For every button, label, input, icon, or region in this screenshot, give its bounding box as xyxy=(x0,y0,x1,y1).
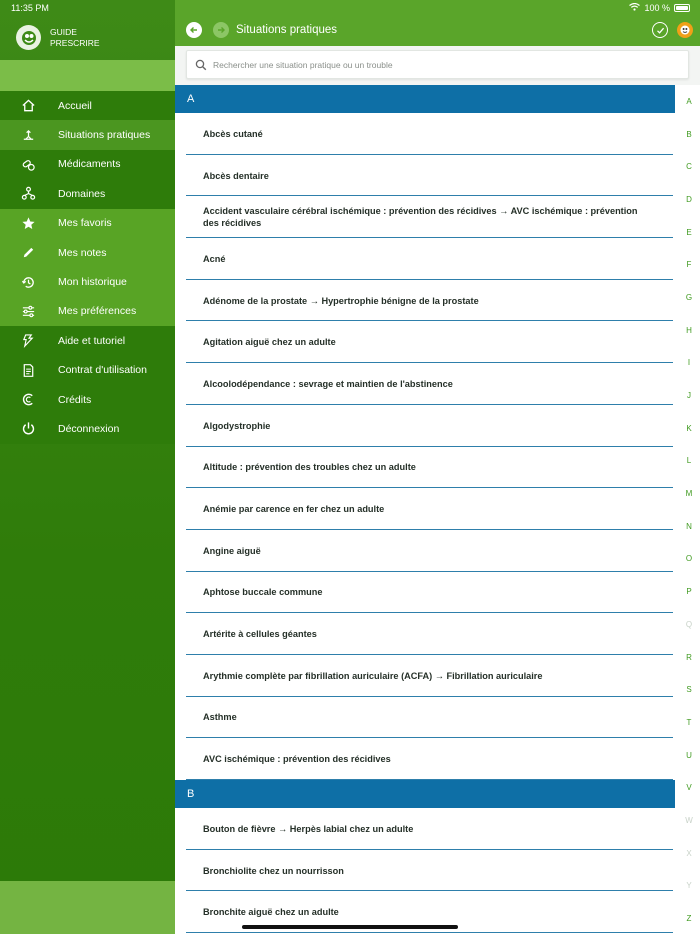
index-letter-b[interactable]: B xyxy=(686,129,692,139)
sidebar-item-history[interactable] xyxy=(0,267,175,296)
list-item[interactable] xyxy=(175,196,675,238)
list-item-label: Abcès cutané xyxy=(203,128,263,139)
sidebar-menu xyxy=(0,91,175,444)
index-letter-v[interactable]: V xyxy=(686,783,692,793)
sidebar-bottom-band xyxy=(0,881,175,934)
sidebar-item-label: Médicaments xyxy=(58,158,121,171)
sidebar-item-document[interactable] xyxy=(0,356,175,385)
list-item-label: Bouton de fièvre → Herpès labial chez un adulte xyxy=(203,823,414,834)
sidebar-item-label: Situations pratiques xyxy=(58,129,151,142)
list-item[interactable] xyxy=(175,488,675,530)
list-item-label: Aphtose buccale commune xyxy=(203,587,323,598)
sidebar-item-label: Aide et tutoriel xyxy=(58,334,126,347)
sidebar-item-network[interactable] xyxy=(0,179,175,208)
list-item-label: Arythmie complète par fibrillation auriculaire (ACFA) → Fibrillation auriculaire xyxy=(203,670,543,681)
index-letter-y[interactable]: Y xyxy=(686,881,692,891)
index-letter-t[interactable]: T xyxy=(686,717,692,727)
index-letter-k[interactable]: K xyxy=(686,423,692,433)
list-item[interactable] xyxy=(175,155,675,197)
battery-percent: 100 % xyxy=(644,3,670,13)
sidebar-item-pills[interactable] xyxy=(0,150,175,179)
network-icon xyxy=(0,186,58,201)
sidebar-item-label: Domaines xyxy=(58,187,106,200)
search-box[interactable] xyxy=(186,50,689,79)
sidebar-item-label: Crédits xyxy=(58,393,92,406)
sidebar-item-label: Mon historique xyxy=(58,276,127,289)
index-letter-w[interactable]: W xyxy=(685,815,693,825)
index-letter-e[interactable]: E xyxy=(686,227,692,237)
mascot-icon xyxy=(679,24,691,36)
arrow-left-icon xyxy=(189,25,199,35)
pencil-icon xyxy=(0,245,58,260)
top-bar xyxy=(175,0,700,46)
list-item-label: Bronchiolite chez un nourrisson xyxy=(203,865,344,876)
sidebar-item-home[interactable] xyxy=(0,91,175,120)
sliders-icon xyxy=(0,304,58,319)
index-letter-f[interactable]: F xyxy=(686,260,692,270)
list-item-label: Asthme xyxy=(203,712,237,723)
index-letter-n[interactable]: N xyxy=(686,521,692,531)
sidebar-item-help[interactable] xyxy=(0,326,175,355)
page-title: Situations pratiques xyxy=(236,24,338,36)
sidebar-item-label: Mes préférences xyxy=(58,305,137,318)
index-letter-q[interactable]: Q xyxy=(685,619,693,629)
sidebar-item-credits[interactable] xyxy=(0,385,175,414)
situations-list xyxy=(175,85,675,933)
list-item[interactable] xyxy=(175,530,675,572)
index-letter-i[interactable]: I xyxy=(687,358,691,368)
index-letter-p[interactable]: P xyxy=(686,587,692,597)
main-panel xyxy=(175,0,700,934)
list-item-label: Altitude : prévention des troubles chez un adulte xyxy=(203,462,416,473)
document-icon xyxy=(0,363,58,378)
index-letter-x[interactable]: X xyxy=(686,848,692,858)
brand-text xyxy=(50,27,100,49)
list-item-label: Algodystrophie xyxy=(203,420,271,431)
list-item[interactable] xyxy=(175,447,675,489)
wifi-icon xyxy=(629,3,640,13)
list-item[interactable] xyxy=(175,238,675,280)
sidebar-item-power[interactable] xyxy=(0,414,175,443)
index-letter-l[interactable]: L xyxy=(686,456,692,466)
index-letter-z[interactable]: Z xyxy=(686,914,692,924)
check-icon xyxy=(656,26,665,35)
sidebar-item-label: Contrat d'utilisation xyxy=(58,364,147,377)
list-item[interactable] xyxy=(175,697,675,739)
sidebar-item-pencil[interactable] xyxy=(0,238,175,267)
list-item[interactable] xyxy=(175,113,675,155)
index-letter-c[interactable]: C xyxy=(686,162,692,172)
list-item-label: Abcès dentaire xyxy=(203,170,269,181)
home-indicator xyxy=(242,925,458,929)
list-item-label: AVC ischémique : prévention des récidives xyxy=(203,754,391,765)
index-letter-r[interactable]: R xyxy=(686,652,692,662)
sidebar-item-star[interactable] xyxy=(0,209,175,238)
list-item[interactable] xyxy=(175,808,675,850)
list-item-label: Anémie par carence en fer chez un adulte xyxy=(203,504,385,515)
sidebar-item-label: Mes favoris xyxy=(58,217,112,230)
forward-button[interactable] xyxy=(213,22,229,38)
alphabet-index xyxy=(678,85,700,934)
sidebar-item-label: Mes notes xyxy=(58,246,107,259)
back-button[interactable] xyxy=(186,22,202,38)
list-item[interactable] xyxy=(175,572,675,614)
index-letter-s[interactable]: S xyxy=(686,685,692,695)
index-letter-j[interactable]: J xyxy=(687,391,691,401)
list-item[interactable] xyxy=(175,363,675,405)
list-item-label: Agitation aiguë chez un adulte xyxy=(203,337,336,348)
list-item[interactable] xyxy=(175,655,675,697)
sidebar-item-label: Accueil xyxy=(58,99,92,112)
arrow-right-icon xyxy=(216,25,226,35)
sidebar-band xyxy=(0,60,175,91)
check-button[interactable] xyxy=(652,22,668,38)
list-item[interactable] xyxy=(175,321,675,363)
power-icon xyxy=(0,421,58,436)
index-letter-d[interactable]: D xyxy=(686,194,692,204)
pills-icon xyxy=(0,157,58,172)
brand-line-2: PRESCRIRE xyxy=(50,37,100,48)
sidebar-item-hand[interactable] xyxy=(0,120,175,149)
user-avatar-button[interactable] xyxy=(677,22,693,38)
list-item[interactable] xyxy=(175,738,675,780)
list-item-label: Alcoolodépendance : sevrage et maintien de l'abstinence xyxy=(203,378,453,389)
index-letter-g[interactable]: G xyxy=(685,292,693,302)
index-letter-u[interactable]: U xyxy=(686,750,692,760)
battery-icon xyxy=(674,4,690,12)
star-icon xyxy=(0,216,58,231)
list-item[interactable] xyxy=(175,850,675,892)
credits-icon xyxy=(0,392,58,407)
list-item-label: Accident vasculaire cérébral ischémique : prévention des récidives → AVC ischémique : prévention des récidives xyxy=(203,206,638,229)
index-letter-a[interactable]: A xyxy=(686,96,692,106)
index-letter-h[interactable]: H xyxy=(686,325,692,335)
list-item-label: Acné xyxy=(203,253,226,264)
home-icon xyxy=(0,98,58,113)
list-item[interactable] xyxy=(175,405,675,447)
list-item[interactable] xyxy=(175,613,675,655)
help-icon xyxy=(0,333,58,348)
section-header: B xyxy=(175,780,675,808)
section-header: A xyxy=(175,85,675,113)
status-bar-right xyxy=(629,3,690,13)
prescrire-logo-icon xyxy=(16,25,41,50)
index-letter-o[interactable]: O xyxy=(685,554,693,564)
hand-icon xyxy=(0,128,58,143)
brand-line-1: GUIDE xyxy=(50,26,77,37)
status-time: 11:35 PM xyxy=(11,3,49,13)
brand xyxy=(16,25,100,50)
sidebar-item-sliders[interactable] xyxy=(0,297,175,326)
list-item-label: Bronchite aiguë chez un adulte xyxy=(203,907,339,918)
search-input[interactable] xyxy=(213,60,683,70)
search-icon xyxy=(189,59,213,71)
sidebar xyxy=(0,0,175,934)
list-item[interactable] xyxy=(175,280,675,322)
status-bar-left xyxy=(0,0,175,16)
index-letter-m[interactable]: M xyxy=(685,489,693,499)
history-icon xyxy=(0,275,58,290)
list-item-label: Artérite à cellules géantes xyxy=(203,629,317,640)
search-bar-container xyxy=(175,46,700,85)
list-item-label: Adénome de la prostate → Hypertrophie bénigne de la prostate xyxy=(203,295,479,306)
sidebar-item-label: Déconnexion xyxy=(58,422,120,435)
list-item-label: Angine aiguë xyxy=(203,545,261,556)
